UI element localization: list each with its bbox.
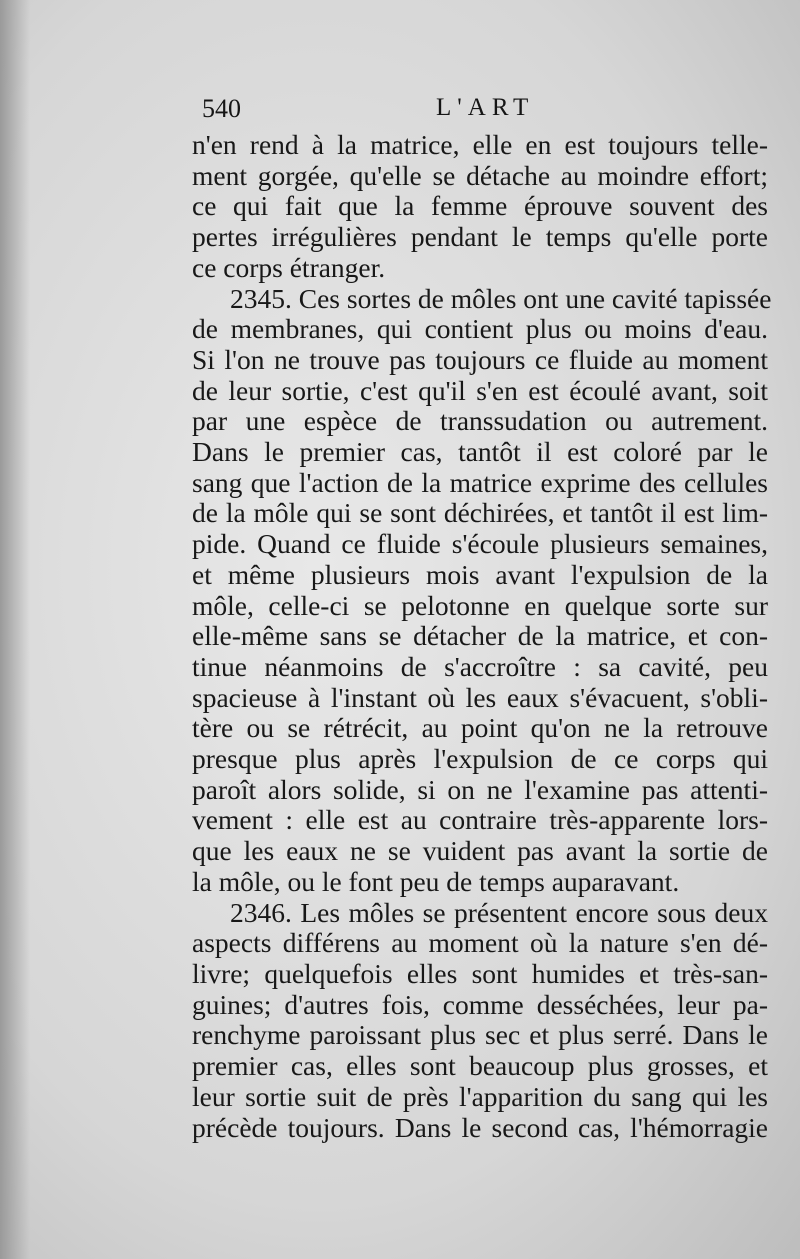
text-line: ce corps étranger. (192, 251, 386, 283)
text-line: renchyme paroissant plus sec et plus serré. Dans le (192, 1019, 768, 1051)
body-text (192, 129, 772, 1143)
text-line: n'en rend à la matrice, elle en est toujours telle- (192, 129, 768, 160)
text-line: Si l'on ne trouve pas toujours ce fluide au moment (192, 343, 768, 375)
text-line: livre; quelquefois elles sont humides et très-san- (192, 957, 768, 989)
text-line: môle, celle-ci se pelotonne en quelque sorte sur (192, 589, 768, 621)
text-line: tère ou se rétrécit, au point qu'on ne la retrouve (192, 712, 768, 744)
text-line: aspects différens au moment où la nature s'en dé- (192, 927, 768, 959)
text-line: pide. Quand ce fluide s'écoule plusieurs semaines, (192, 528, 768, 560)
paragraph-2345-start: 2345. Ces sortes de môles ont une cavité tapissée (230, 282, 772, 314)
text-line: précède toujours. Dans le second cas, l'hémorragie (192, 1111, 768, 1143)
text-line: sang que l'action de la matrice exprime des cellules (192, 466, 768, 498)
running-head: L'ART (436, 94, 535, 121)
text-line: que les eaux ne se vuident pas avant la sortie de (192, 835, 768, 867)
page-header (200, 88, 760, 128)
text-line: tinue néanmoins de s'accroître : sa cavité, peu (192, 650, 768, 682)
text-line: elle-même sans se détacher de la matrice, et con- (192, 620, 768, 652)
text-line: premier cas, elles sont beaucoup plus grosses, et (192, 1050, 768, 1082)
text-line: de la môle qui se sont déchirées, et tantôt il est lim- (192, 497, 768, 529)
text-line: pertes irrégulières pendant le temps qu'elle porte (192, 221, 768, 253)
text-line: la môle, ou le font peu de temps auparavant. (192, 865, 680, 897)
text-line: presque plus après l'expulsion de ce corps qui (192, 743, 768, 775)
binding-shadow (0, 0, 30, 1259)
text-line: Dans le premier cas, tantôt il est coloré par le (192, 436, 768, 468)
paragraph-2346-start: 2346. Les môles se présentent encore sous deux (230, 896, 768, 928)
text-line: ce qui fait que la femme éprouve souvent des (192, 190, 768, 222)
page-number: 540 (202, 94, 241, 123)
text-line: de membranes, qui contient plus ou moins d'eau. (192, 313, 768, 345)
text-line: guines; d'autres fois, comme desséchées, leur pa- (192, 988, 768, 1020)
text-line: ment gorgée, qu'elle se détache au moindre effort; (192, 159, 768, 191)
text-line: paroît alors solide, si on ne l'examine pas attenti- (192, 773, 768, 805)
text-line: spacieuse à l'instant où les eaux s'évacuent, s'obli- (192, 681, 768, 713)
text-line: et même plusieurs mois avant l'expulsion de la (192, 558, 768, 590)
text-line: leur sortie suit de près l'apparition du sang qui les (192, 1080, 768, 1112)
text-line: par une espèce de transsudation ou autrement. (192, 405, 768, 437)
text-line: vement : elle est au contraire très-apparente lors- (192, 804, 768, 836)
text-line: de leur sortie, c'est qu'il s'en est écoulé avant, soit (192, 374, 768, 406)
